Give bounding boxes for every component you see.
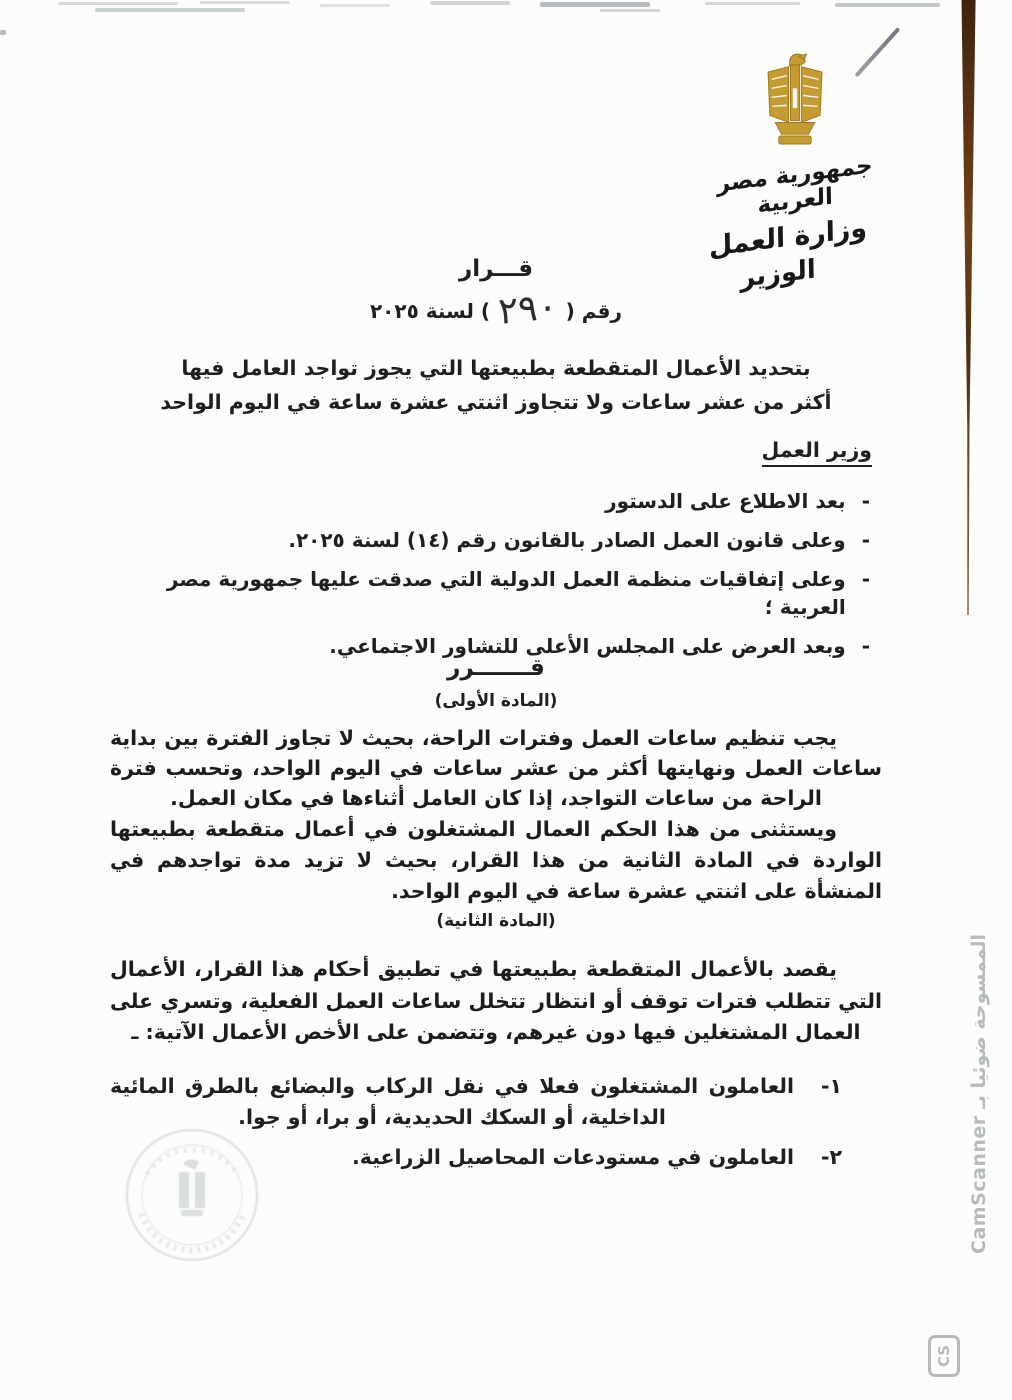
preamble-item xyxy=(110,487,870,515)
decree-number-prefix: رقم ( xyxy=(565,299,623,323)
camscanner-logo-icon: CS xyxy=(928,1335,960,1377)
letterhead-ministry: وزارة العمل xyxy=(708,212,868,263)
article2-title: (المادة الثانية) xyxy=(436,911,556,931)
list-item-text: العاملون في مستودعات المحاصيل الزراعية. xyxy=(351,1145,794,1169)
decree-number-line xyxy=(110,283,882,334)
decided-heading: قـــــــرر xyxy=(447,655,545,681)
decree-number-handwritten: ٢٩٠ xyxy=(497,283,559,334)
article2-paragraph1: يقصد بالأعمال المتقطعة بطبيعتها في تطبيق أحكام هذا القرار، الأعمال التي تتطلب فترات توقف أو انتظار تتخلل ساعات العمل الفعلية، وتسري على العمال المشتغلين فيها دون غيرهم، وتتضمن على الأخص الأعمال الآتية: ـ xyxy=(110,957,882,1044)
preamble-list xyxy=(110,487,882,671)
bullet-dash: - xyxy=(861,528,870,552)
preamble-item-text: بعد الاطلاع على الدستور xyxy=(605,489,846,513)
list-item-text: العاملون المشتغلون فعلا في نقل الركاب والبضائع بالطرق المائية الداخلية، أو السكك الحديدية، أو برا، أو جوا. xyxy=(110,1074,794,1129)
list-item-number: ٢- xyxy=(820,1145,842,1169)
article1-title: (المادة الأولى) xyxy=(434,691,558,711)
list-item xyxy=(110,1071,842,1133)
issuer-heading: وزير العمل xyxy=(110,438,882,462)
decree-heading: قـــرار xyxy=(458,256,534,282)
letterhead-minister: الوزير xyxy=(740,254,816,294)
decree-subject-line2: أكثر من عشر ساعات ولا تتجاوز اثنتي عشرة ساعة في اليوم الواحد xyxy=(160,390,832,414)
letterhead-country: جمهورية مصر العربية xyxy=(716,152,873,219)
preamble-item xyxy=(110,565,870,621)
list-item-number: ١- xyxy=(820,1074,842,1098)
preamble-item-text: وبعد العرض على المجلس الأعلى للتشاور الاجتماعي. xyxy=(329,634,846,658)
bullet-dash: - xyxy=(861,567,870,591)
bullet-dash: - xyxy=(861,489,870,513)
preamble-item-text: وعلى إتفاقيات منظمة العمل الدولية التي صدقت عليها جمهورية مصر العربية ؛ xyxy=(166,567,846,619)
bullet-dash: - xyxy=(861,634,870,658)
letterhead xyxy=(690,52,900,294)
scan-edge-strip xyxy=(959,0,977,615)
decree-subject xyxy=(110,351,882,419)
official-seal-stamp-icon xyxy=(123,1126,261,1264)
camscanner-watermark: الممسوحة ضوئيا بـ CamScanner xyxy=(968,934,990,1254)
article1-paragraph1: يجب تنظيم ساعات العمل وفترات الراحة، بحيث لا تجاوز الفترة بين بداية ساعات العمل ونهايتها أكثر من عشر ساعات في اليوم الواحد، وتحسب فترة الراحة من ساعات التواجد، إذا كان العامل أثناءها في مكان العمل. xyxy=(110,726,882,810)
egypt-eagle-icon xyxy=(759,52,831,148)
article1-paragraph2: ويستثنى من هذا الحكم العمال المشتغلون في أعمال متقطعة بطبيعتها الواردة في المادة الثانية من هذا القرار، بحيث لا تزيد مدة تواجدهم في المنشأة على اثنتي عشرة ساعة في اليوم الواحد. xyxy=(110,817,882,903)
decree-number-suffix: ) لسنة ٢٠٢٥ xyxy=(369,299,491,323)
preamble-item xyxy=(110,526,870,554)
decree-subject-line1: بتحديد الأعمال المتقطعة بطبيعتها التي يجوز تواجد العامل فيها xyxy=(181,356,811,380)
preamble-item-text: وعلى قانون العمل الصادر بالقانون رقم (١٤) لسنة ٢٠٢٥. xyxy=(288,528,846,552)
